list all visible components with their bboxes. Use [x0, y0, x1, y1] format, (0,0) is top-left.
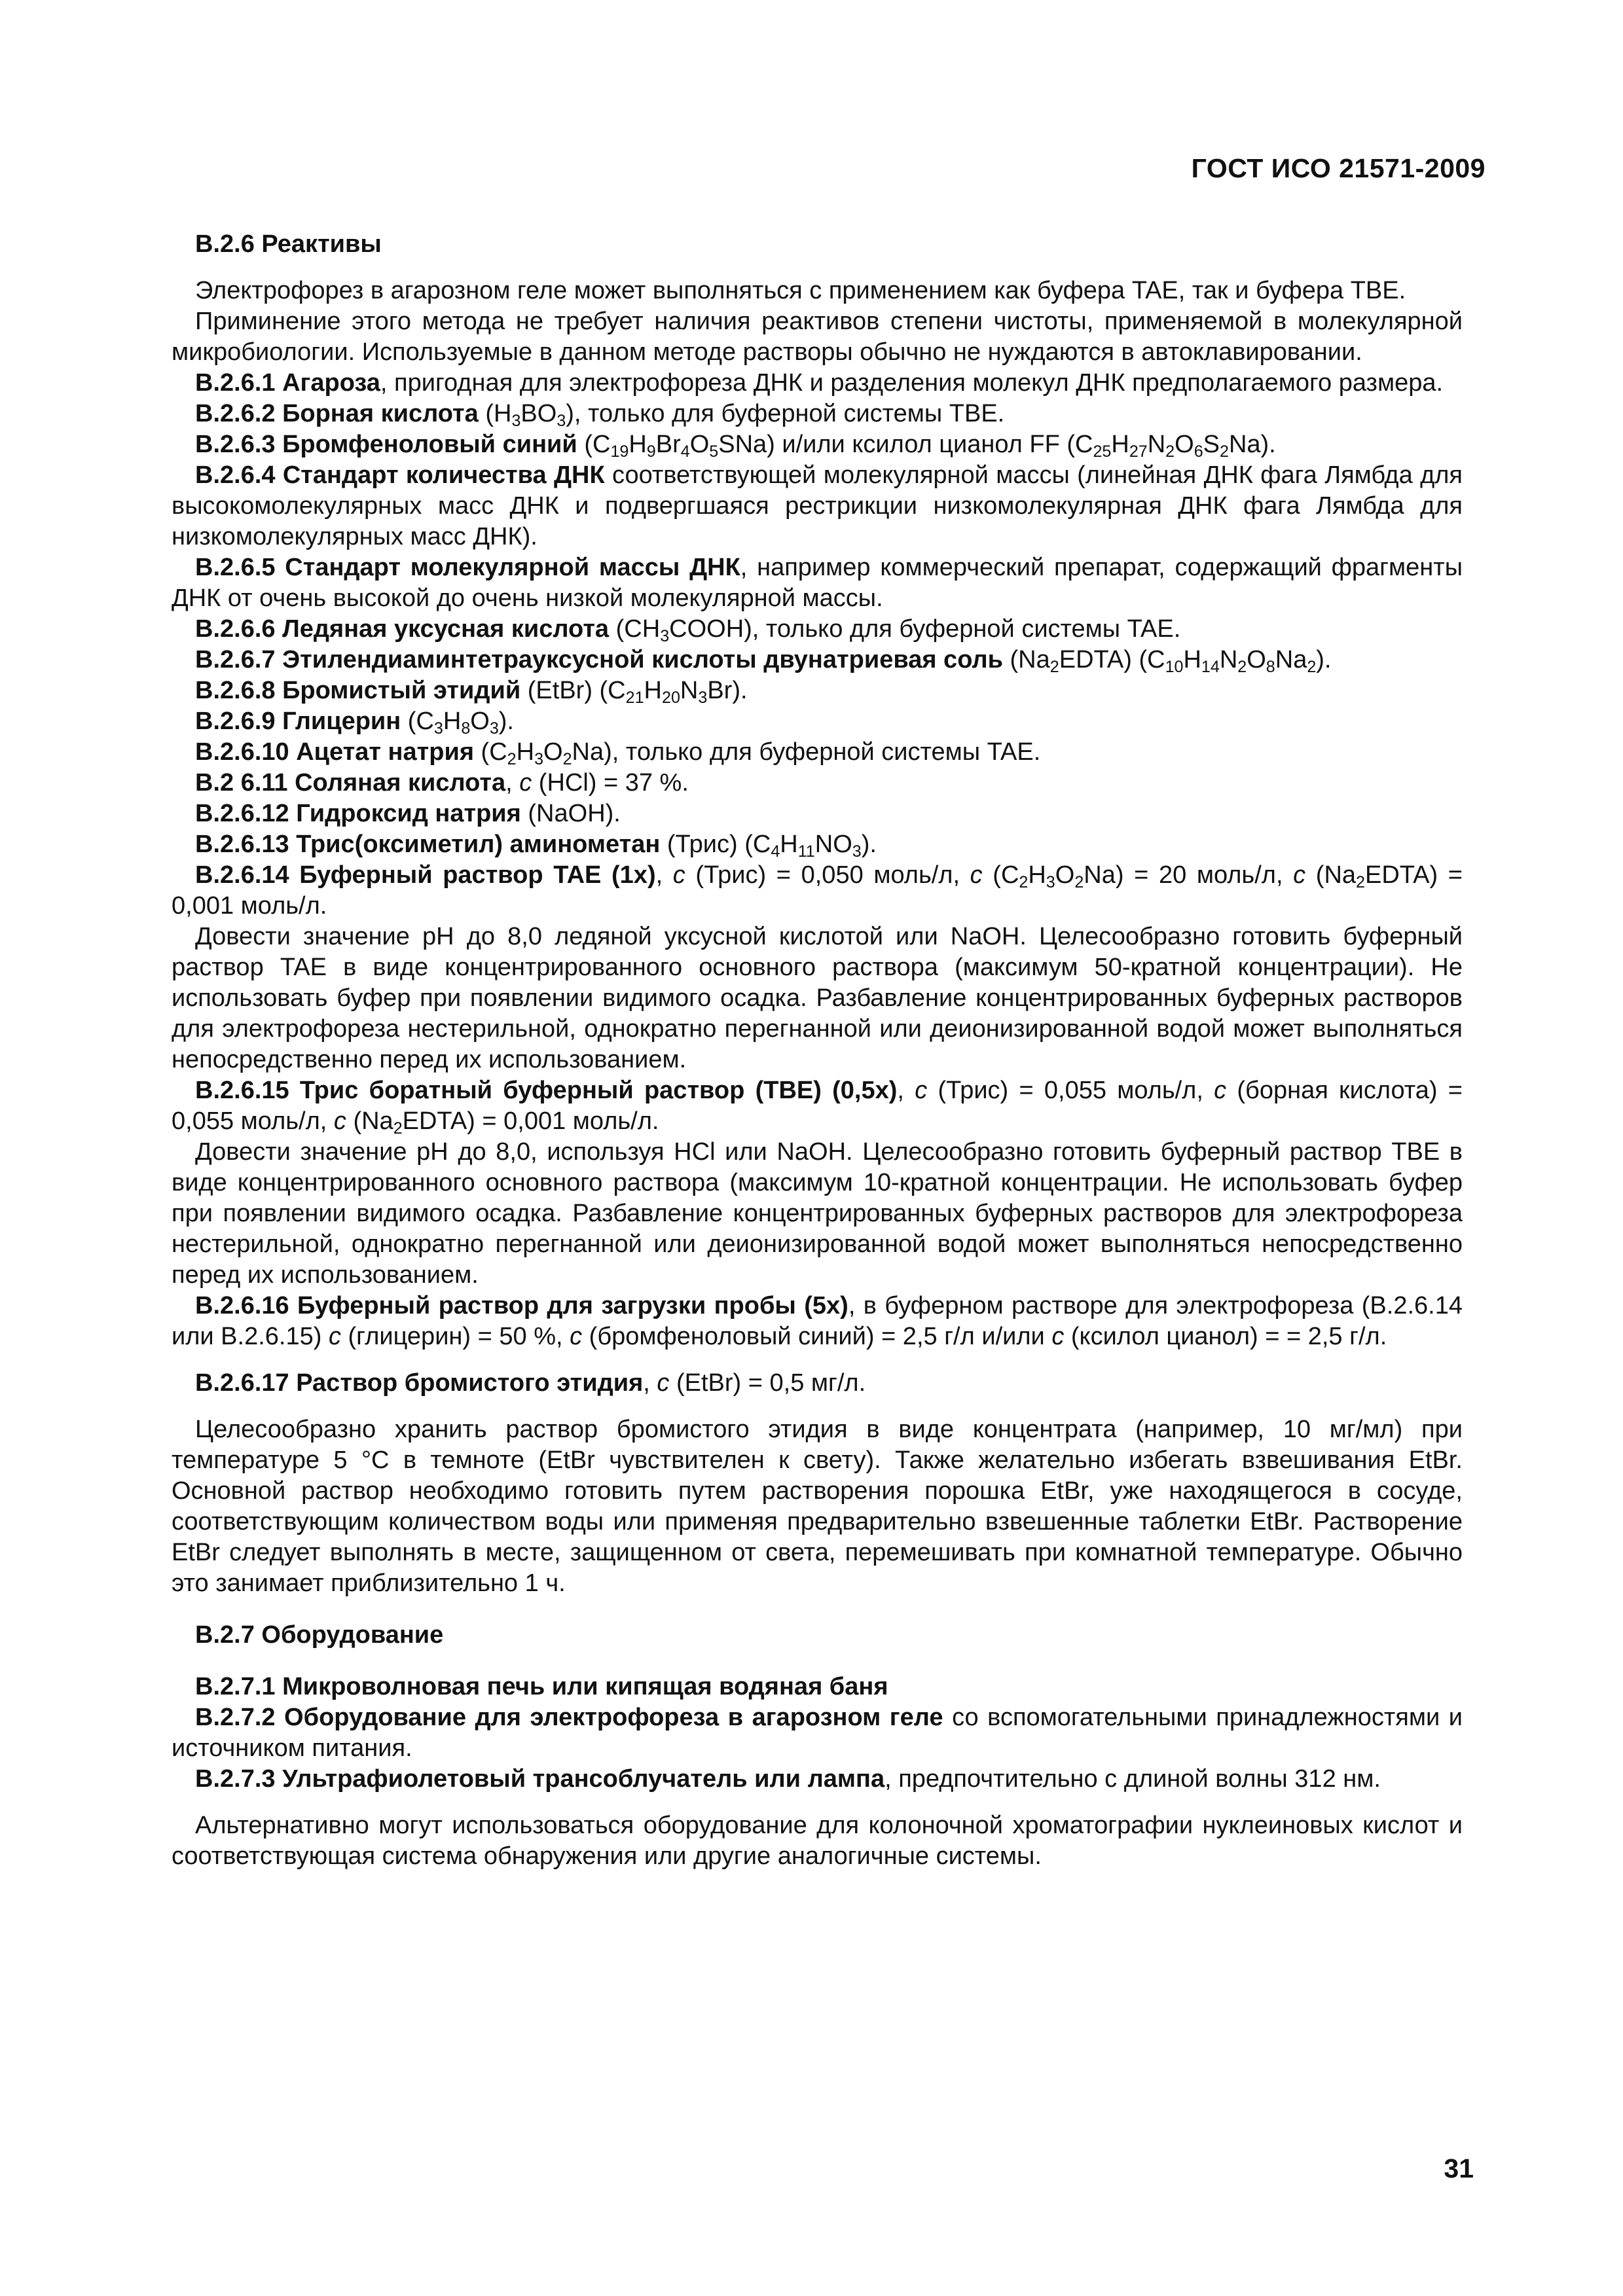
clause-b-2-6-1: В.2.6.1 Агароза, пригодная для электрофореза ДНК и разделения молекул ДНК предполагаемого размера. [195, 369, 1444, 397]
paragraph: Довести значение pH до 8,0, используя HCl или NaOH. Целесообразно готовить буферный раствор TBE в виде концентрированного основного раствора (максимум 10-кратной концентрации. Не использовать буфер при появлении видимого осадка. Разбавление концентрированных буферных растворов для электрофореза нестерильной, однократно перегнанной или деионизированной водой может выполняться непосредственно перед их использованием. [172, 1138, 1463, 1289]
clause-b-2-6-6: В.2.6.6 Ледяная уксусная кислота $(CH_3COOH)$, только для буферной системы TAE. [195, 615, 1181, 646]
clause-b-2-6-12: В.2.6.12 Гидроксид натрия (NaOH). [195, 800, 621, 827]
clause-b-2-7-1: В.2.7.1 Микроволновая печь или кипящая водяная баня [195, 1673, 888, 1700]
clause-b-2-6-5: В.2.6.5 Стандарт молекулярной массы ДНК, например коммерческий препарат, содержащий фрагменты ДНК от очень высокой до очень низкой молекулярной массы. [172, 554, 1463, 612]
page-content [172, 229, 1463, 1872]
clause-b-2-6-13: В.2.6.13 Трис(оксиметил) аминометан (Трис) $(C_4H_{11}NO_3)$. [195, 831, 877, 861]
paragraph: Альтернативно могут использоваться оборудование для колоночной хроматографии нуклеиновых кислот и соответствующая система обнаружения или другие аналогичные системы. [172, 1812, 1463, 1870]
section-heading: В.2.6 Реактивы [195, 230, 382, 258]
clause-b-2-7-3: В.2.7.3 Ультрафиолетовый трансоблучатель или лампа, предпочтительно с длиной волны 312 нм. [195, 1765, 1381, 1793]
clause-b-2-6-8: В.2.6.8 Бромистый этидий (EtBr) $(C_{21}H_{20}N_3Br)$. [195, 677, 748, 708]
paragraph: Довести значение pH до 8,0 ледяной уксусной кислотой или NaOH. Целесообразно готовить буферный раствор TAE в виде концентрированного основного раствора (максимум 50-кратной концентрации). Не использовать буфер при появлении видимого осадка. Разбавление концентрированных буферных растворов для электрофореза нестерильной, однократно перегнанной или деионизированной водой может выполняться непосредственно перед их использованием. [172, 923, 1463, 1073]
clause-b-2-6-9: В.2.6.9 Глицерин $(C_3H_8O_3)$. [195, 708, 514, 738]
clause-b-2-6-11: В.2 6.11 Соляная кислота, c (HCl) = 37 %. [195, 769, 689, 797]
clause-b-2-6-16: В.2.6.16 Буферный раствор для загрузки пробы (5x), в буферном растворе для электрофореза (В.2.6.14 или В.2.6.15) c (глицерин) = 50 %, c (бромфеноловый синий) = 2,5 г/л и/или c (ксилол цианол) = = 2,5 г/л. [172, 1292, 1463, 1350]
clause-b-2-6-17: В.2.6.17 Раствор бромистого этидия, c (EtBr) = 0,5 мг/л. [195, 1369, 866, 1397]
paragraph: Целесообразно хранить раствор бромистого этидия в виде концентрата (например, 10 мг/мл) при температуре 5 °C в темноте (EtBr чувствителен к свету). Также желательно избегать взвешивания EtBr. Основной раствор необходимо готовить путем растворения порошка EtBr, уже находящегося в сосуде, соответствующим количеством воды или применяя предварительно взвешенные таблетки EtBr. Растворение EtBr следует выполнять в месте, защищенном от света, перемешивать при комнатной температуре. Обычно это занимает приблизительно 1 ч. [172, 1416, 1463, 1597]
section-heading: В.2.7 Оборудование [195, 1621, 444, 1649]
clause-b-2-7-2: В.2.7.2 Оборудование для электрофореза в агарозном геле со вспомогательными принадлежностями и источником питания. [172, 1704, 1463, 1762]
clause-b-2-6-14: В.2.6.14 Буферный раствор TAE (1x), c (Трис) = 0,050 моль/л, c $(C_2H_3O_2Na) = 20$ моль/л, c $(Na_2EDTA) = 0,001$ моль/л. [172, 861, 1463, 920]
clause-b-2-6-2: В.2.6.2 Борная кислота $(H_3BO_3)$, только для буферной системы TBE. [195, 400, 1005, 431]
page-number: 31 [1444, 2153, 1474, 2183]
clause-b-2-6-3: В.2.6.3 Бромфеноловый синий $(C_{19}H_9Br_4O_5SNa)$ и/или ксилол цианол FF $(C_{25}H_{27}N_2O_6S_2Na)$. [195, 431, 1276, 461]
clause-b-2-6-10: В.2.6.10 Ацетат натрия $(C_2H_3O_2Na)$, только для буферной системы TAE. [195, 738, 1041, 769]
document-id: ГОСТ ИСО 21571-2009 [1191, 153, 1486, 183]
clause-b-2-6-7: В.2.6.7 Этилендиаминтетрауксусной кислоты двунатриевая соль $(Na_2EDTA)$ $(C_{10}H_{14}N_2O_8Na_2)$. [195, 646, 1332, 677]
clause-b-2-6-4: В.2.6.4 Стандарт количества ДНК соответствующей молекулярной массы (линейная ДНК фага Лямбда для высокомолекулярных масс ДНК и подвергшаяся рестрикции низкомолекулярная ДНК фага Лямбда для низкомолекулярных масс ДНК). [172, 461, 1463, 550]
paragraph: Электрофорез в агарозном геле может выполняться с применением как буфера TAE, так и буфера TBE. [195, 277, 1406, 304]
clause-b-2-6-15: В.2.6.15 Трис боратный буферный раствор (TBE) (0,5x), c (Трис) = 0,055 моль/л, c (борная кислота) = 0,055 моль/л, c $(Na_2EDTA) = 0,001$ моль/л. [172, 1077, 1463, 1138]
paragraph: Приминение этого метода не требует наличия реактивов степени чистоты, применяемой в молекулярной микробиологии. Используемые в данном методе растворы обычно не нуждаются в автоклавировании. [172, 308, 1463, 366]
